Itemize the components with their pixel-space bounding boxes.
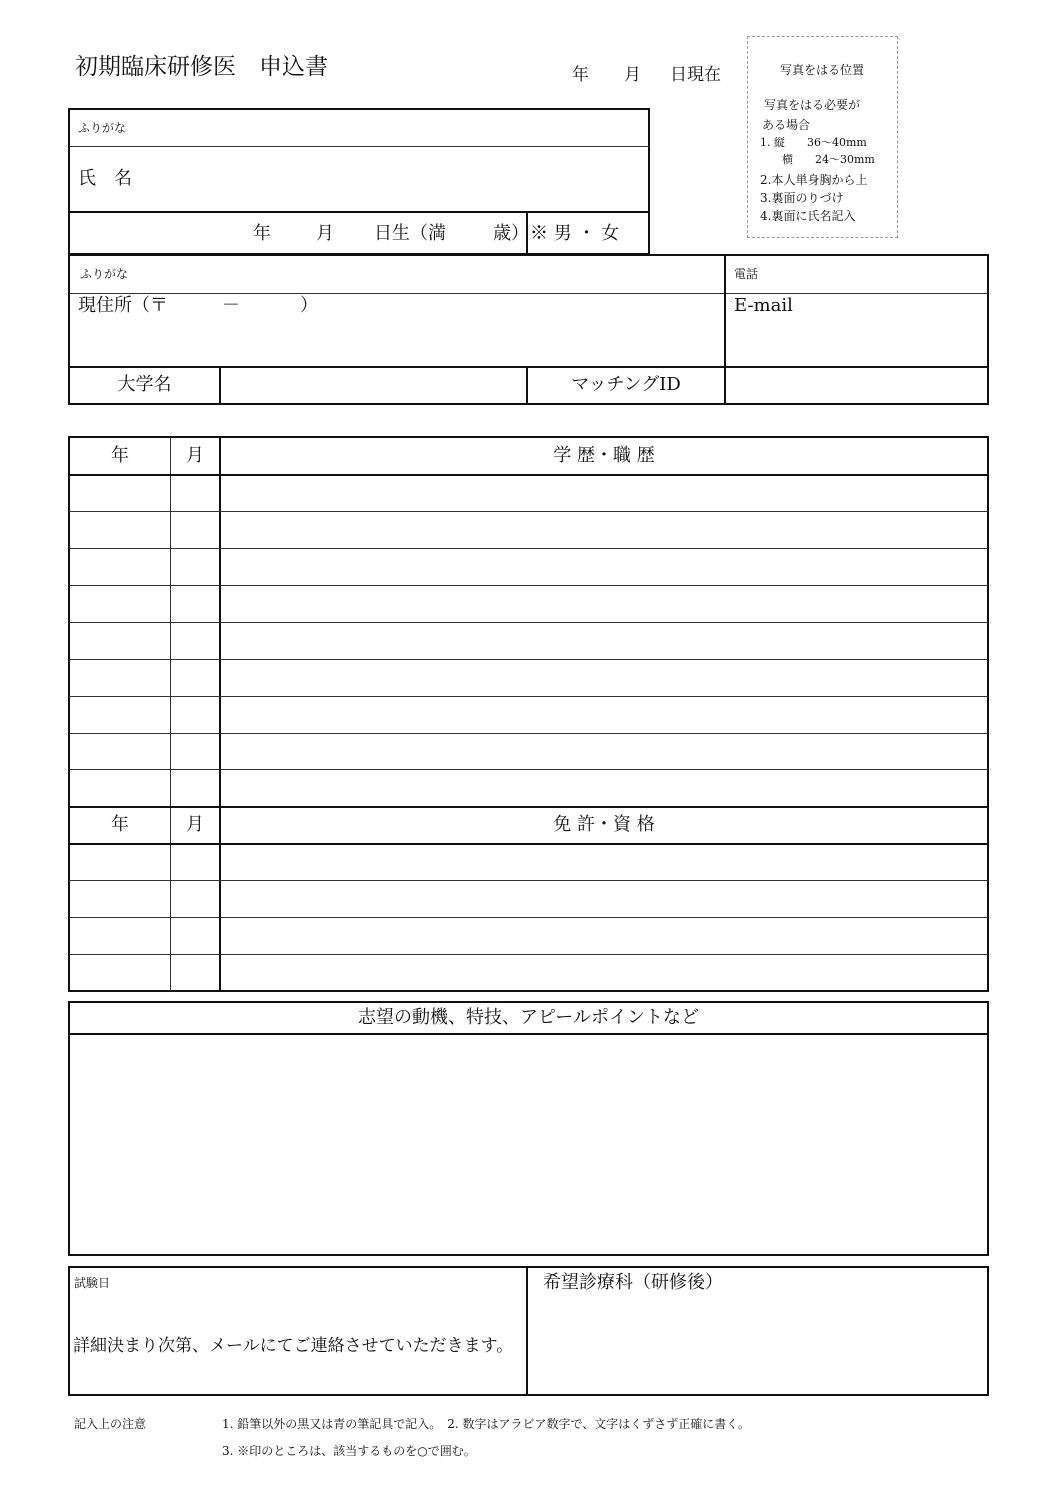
university-field[interactable] (221, 368, 525, 403)
postal-close-paren: ） (300, 295, 318, 316)
exam-date-label: 試験日 (74, 1276, 111, 1290)
history-row[interactable] (70, 661, 987, 695)
license-row[interactable] (70, 919, 987, 953)
email-label: E-mail (734, 295, 793, 316)
photo-title: 写真をはる位置 (780, 63, 865, 77)
address-furigana-label: ふりがな (80, 267, 129, 281)
history-row[interactable] (70, 735, 987, 768)
history-col-month: 月 (186, 445, 204, 466)
phone-label: 電話 (734, 267, 759, 281)
birthdate-field[interactable] (70, 213, 525, 253)
photo-line: ある場合 (762, 118, 811, 132)
birth-year-label: 年 (253, 223, 271, 244)
desired-dept-label: 希望診療科（研修後） (543, 1272, 723, 1293)
history-row[interactable] (70, 698, 987, 732)
date-month-label: 月 (624, 65, 641, 85)
license-row[interactable] (70, 882, 987, 916)
date-current-label: 日現在 (670, 65, 721, 85)
license-col-title: 免 許・資 格 (553, 814, 655, 835)
license-col-year: 年 (111, 814, 129, 835)
matching-id-label: マッチングID (571, 374, 681, 395)
age-suffix-label: 歳） (493, 223, 529, 244)
desired-dept-field[interactable] (528, 1298, 987, 1394)
photo-line: 横 24～30mm (760, 153, 875, 166)
email-field[interactable] (726, 294, 987, 365)
gender-selector[interactable]: ※ 男 ・ 女 (530, 223, 620, 244)
birth-month-label: 月 (316, 223, 334, 244)
page-title: 初期臨床研修医 申込書 (75, 54, 328, 80)
history-row[interactable] (70, 476, 987, 510)
photo-line: 1. 縦 36～40mm (760, 136, 867, 149)
birth-day-age-label: 日生（満 (374, 223, 446, 244)
name-label: 氏 名 (78, 168, 132, 189)
exam-note: 詳細決まり次第、メールにてご連絡させていただきます。 (73, 1336, 514, 1356)
history-col-title: 学 歴・職 歴 (553, 445, 655, 466)
address-label: 現住所（〒 (78, 295, 168, 316)
history-row[interactable] (70, 513, 987, 547)
university-label: 大学名 (117, 374, 172, 395)
history-row[interactable] (70, 550, 987, 584)
history-row[interactable] (70, 771, 987, 805)
notes-label: 記入上の注意 (74, 1417, 147, 1431)
notes-line-2: 3. ※印のところは、該当するものを○で囲む。 (222, 1444, 476, 1458)
photo-line: 4.裏面に氏名記入 (760, 209, 856, 223)
motivation-field[interactable] (70, 1036, 987, 1254)
photo-line: 2.本人単身胸から上 (760, 173, 868, 187)
name-furigana-label: ふりがな (78, 121, 127, 135)
photo-line: 3.裏面のりづけ (760, 191, 844, 205)
license-row[interactable] (70, 845, 987, 879)
photo-line: 写真をはる必要が (764, 98, 861, 112)
phone-field[interactable] (726, 256, 987, 292)
name-field[interactable] (70, 147, 648, 210)
license-col-month: 月 (186, 814, 204, 835)
history-row[interactable] (70, 624, 987, 658)
date-year-label: 年 (572, 65, 589, 85)
notes-line-1: 1. 鉛筆以外の黒又は青の筆記具で記入。 2. 数字はアラビア数字で、文字はくずさず正確に書く。 (222, 1417, 751, 1431)
license-row[interactable] (70, 956, 987, 990)
motivation-title: 志望の動機、特技、アピールポイントなど (358, 1007, 699, 1028)
postal-dash: － (222, 295, 240, 316)
photo-area[interactable] (747, 36, 898, 238)
history-col-year: 年 (111, 445, 129, 466)
history-row[interactable] (70, 587, 987, 621)
matching-id-field[interactable] (726, 368, 987, 403)
